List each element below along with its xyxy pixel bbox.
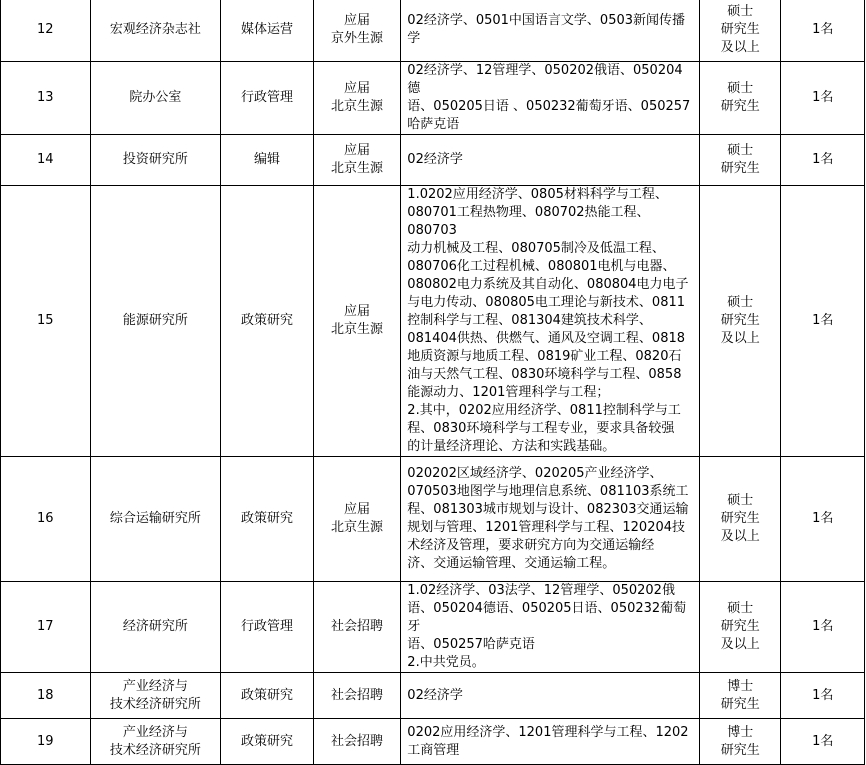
major-requirements: 02经济学、12管理学、050202俄语、050204德 语、050205日语 、050232葡萄牙语、050257 哈萨克语: [401, 62, 700, 135]
department-name: 产业经济与 技术经济研究所: [90, 673, 221, 719]
major-requirements: 0202应用经济学、1201管理科学与工程、1202 工商管理: [401, 719, 700, 765]
position-type: 政策研究: [221, 719, 314, 765]
headcount: 1名: [781, 0, 865, 62]
headcount: 1名: [781, 186, 865, 457]
education-level: 硕士 研究生 及以上: [700, 186, 781, 457]
department-name: 产业经济与 技术经济研究所: [90, 719, 221, 765]
position-type: 行政管理: [221, 62, 314, 135]
headcount: 1名: [781, 135, 865, 186]
table-row: [1, 719, 865, 765]
candidate-source: 应届 京外生源: [313, 0, 401, 62]
headcount: 1名: [781, 673, 865, 719]
major-requirements: 1.02经济学、03法学、12管理学、050202俄 语、050204德语、050205日语、050232葡萄牙 语、050257哈萨克语 2.中共党员。: [401, 582, 700, 673]
position-type: 媒体运营: [221, 0, 314, 62]
table-row: [1, 673, 865, 719]
education-level: 硕士 研究生 及以上: [700, 0, 781, 62]
education-level: 博士 研究生: [700, 719, 781, 765]
row-number: 12: [1, 0, 91, 62]
education-level: 硕士 研究生: [700, 62, 781, 135]
candidate-source: 社会招聘: [313, 582, 401, 673]
candidate-source: 应届 北京生源: [313, 62, 401, 135]
row-number: 14: [1, 135, 91, 186]
position-type: 编辑: [221, 135, 314, 186]
department-name: 投资研究所: [90, 135, 221, 186]
candidate-source: 应届 北京生源: [313, 186, 401, 457]
headcount: 1名: [781, 457, 865, 582]
position-type: 政策研究: [221, 186, 314, 457]
table-row: [1, 0, 865, 62]
education-level: 博士 研究生: [700, 673, 781, 719]
education-level: 硕士 研究生 及以上: [700, 457, 781, 582]
candidate-source: 应届 北京生源: [313, 135, 401, 186]
table-row: [1, 135, 865, 186]
major-requirements: 02经济学: [401, 135, 700, 186]
major-requirements: 020202区域经济学、020205产业经济学、 070503地图学与地理信息系统、081103系统工 程、081303城市规划与设计、082303交通运输 规划与管理、1201管理科学与工程、120204技 术经济及管理，要求研究方向为交通运输经 济、交通运输管理、交通运输工程。: [401, 457, 700, 582]
candidate-source: 社会招聘: [313, 673, 401, 719]
department-name: 院办公室: [90, 62, 221, 135]
row-number: 13: [1, 62, 91, 135]
department-name: 综合运输研究所: [90, 457, 221, 582]
candidate-source: 社会招聘: [313, 719, 401, 765]
table-row: [1, 582, 865, 673]
education-level: 硕士 研究生 及以上: [700, 582, 781, 673]
position-type: 行政管理: [221, 582, 314, 673]
department-name: 经济研究所: [90, 582, 221, 673]
headcount: 1名: [781, 719, 865, 765]
table-row: [1, 457, 865, 582]
department-name: 能源研究所: [90, 186, 221, 457]
row-number: 16: [1, 457, 91, 582]
headcount: 1名: [781, 582, 865, 673]
row-number: 19: [1, 719, 91, 765]
major-requirements: 02经济学、0501中国语言文学、0503新闻传播 学: [401, 0, 700, 62]
headcount: 1名: [781, 62, 865, 135]
department-name: 宏观经济杂志社: [90, 0, 221, 62]
candidate-source: 应届 北京生源: [313, 457, 401, 582]
major-requirements: 02经济学: [401, 673, 700, 719]
row-number: 17: [1, 582, 91, 673]
table-row: [1, 62, 865, 135]
position-type: 政策研究: [221, 457, 314, 582]
row-number: 18: [1, 673, 91, 719]
row-number: 15: [1, 186, 91, 457]
table-row: [1, 186, 865, 457]
position-type: 政策研究: [221, 673, 314, 719]
major-requirements: 1.0202应用经济学、0805材料科学与工程、 080701工程热物理、080702热能工程、080703 动力机械及工程、080705制冷及低温工程、 080706化工过程机械、080801电机与电器、 080802电力系统及其自动化、080804电力电子 与电力传动、080805电工理论与新技术、0811 控制科学与工程、081304建筑技术科学、 081404供热、供燃气、通风及空调工程、0818 地质资源与地质工程、0819矿业工程、0820石 油与天然气工程、0830环境科学与工程、0858 能源动力、1201管理科学与工程； 2.其中，0202应用经济学、0811控制科学与工 程、0830环境科学与工程专业，要求具备较强 的计量经济理论、方法和实践基础。: [401, 186, 700, 457]
education-level: 硕士 研究生: [700, 135, 781, 186]
